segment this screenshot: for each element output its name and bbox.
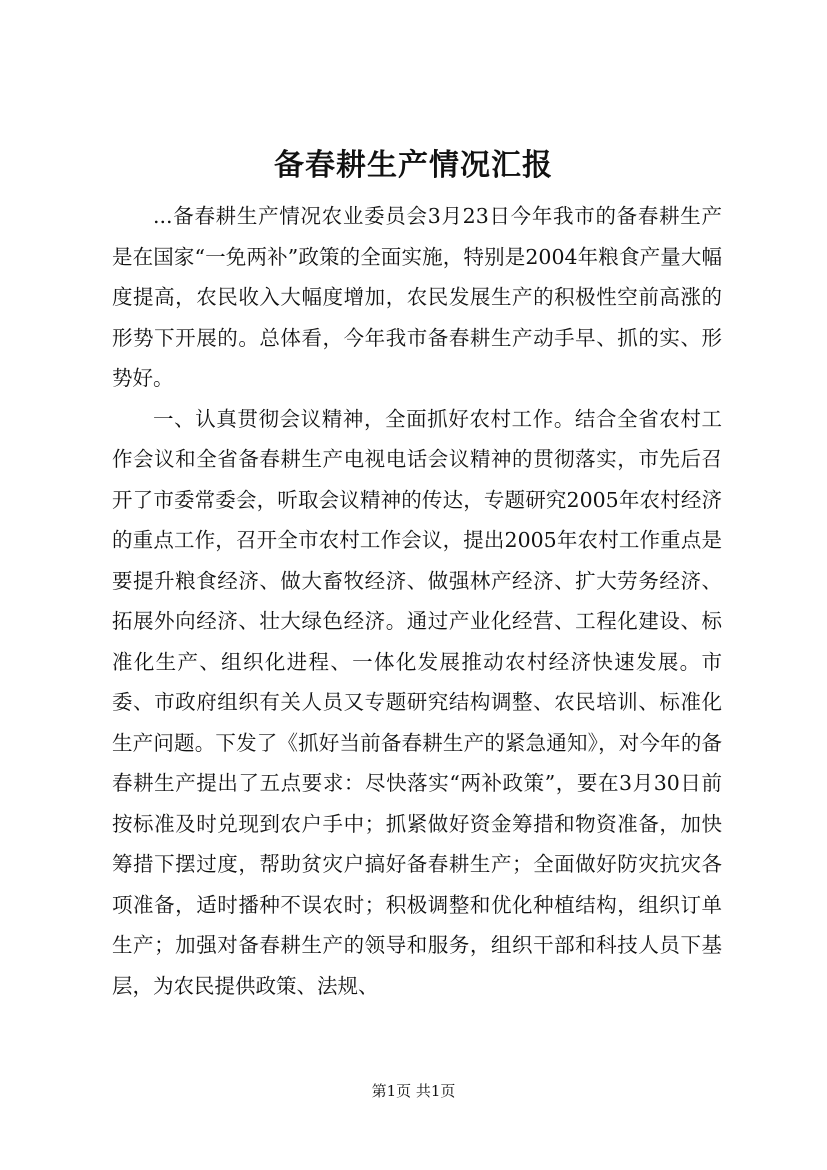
page-number-footer: 第1页 共1页	[371, 1082, 456, 1100]
document-title: 备春耕生产情况汇报	[274, 148, 553, 183]
document-body	[112, 196, 722, 1006]
paragraph-section-one: 一、认真贯彻会议精神，全面抓好农村工作。结合全省农村工作会议和全省备春耕生产电视电话会议精神的贯彻落实，市先后召开了市委常委会，听取会议精神的传达，专题研究2005年农村经济的重点工作，召开全市农村工作会议，提出2005年农村工作重点是要提升粮食经济、做大畜牧经济、做强林产经济、扩大劳务经济、拓展外向经济、壮大绿色经济。通过产业化经营、工程化建设、标准化生产、组织化进程、一体化发展推动农村经济快速发展。市委、市政府组织有关人员又专题研究结构调整、农民培训、标准化生产问题。下发了《抓好当前备春耕生产的紧急通知》，对今年的备春耕生产提出了五点要求：尽快落实“两补政策”，要在3月30日前按标准及时兑现到农户手中；抓紧做好资金筹措和物资准备，加快筹措下摆过度，帮助贫灾户搞好备春耕生产；全面做好防灾抗灾各项准备，适时播种不误农时；积极调整和优化种植结构，组织订单生产；加强对备春耕生产的领导和服务，组织干部和科技人员下基层，为农民提供政策、法规、	[112, 406, 722, 998]
paragraph-intro: ...备春耕生产情况农业委员会3月23日今年我市的备春耕生产是在国家“一免两补”政策的全面实施，特别是2004年粮食产量大幅度提高，农民收入大幅度增加，农民发展生产的积极性空前高涨的形势下开展的。总体看，今年我市备春耕生产动手早、抓的实、形势好。	[112, 204, 722, 390]
